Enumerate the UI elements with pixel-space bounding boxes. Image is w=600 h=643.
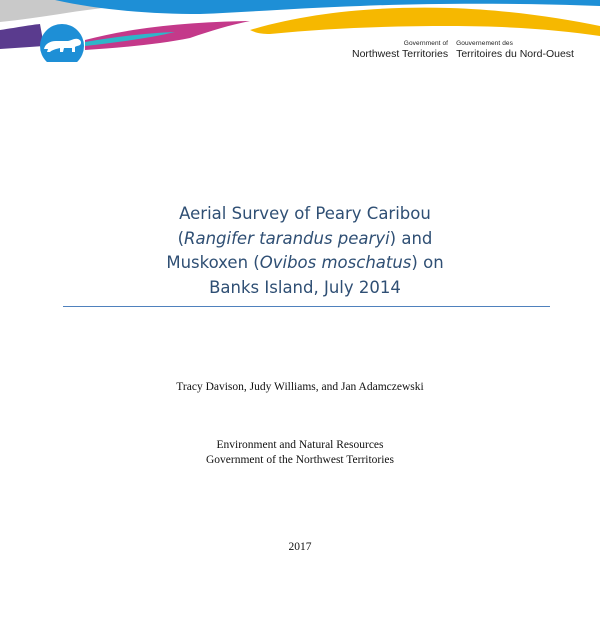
gnwt-wordmark-french: [456, 40, 574, 60]
caribou-species-name: Rangifer tarandus pearyi: [184, 228, 390, 248]
banner-blue-swoosh: [55, 0, 600, 14]
title-line-2: [60, 227, 550, 252]
title-line-1: Aerial Survey of Peary Caribou: [179, 204, 431, 223]
organization-department: Environment and Natural Resources: [216, 439, 384, 451]
gov-fr-name: Territoires du Nord-Ouest: [456, 48, 574, 60]
gov-fr-small: Gouvernement des: [456, 40, 513, 47]
gnwt-wordmark-english: [352, 40, 448, 60]
report-title: [60, 202, 550, 300]
gnwt-wordmark: [352, 40, 574, 60]
title-line-3-end: ) on: [411, 253, 444, 272]
organization: [0, 438, 600, 467]
organization-government: Government of the Northwest Territories: [205, 453, 395, 466]
title-line-3-start: Muskoxen (: [166, 253, 260, 272]
title-paren-open: (: [177, 228, 185, 248]
muskox-species-name: Ovibos moschatus: [259, 253, 412, 272]
title-divider: [63, 306, 550, 307]
gov-en-small: Government of: [403, 40, 449, 47]
title-line-3: [60, 251, 550, 276]
banner-purple-swoosh: [0, 24, 44, 49]
title-line-2-end: ) and: [389, 228, 433, 248]
banner-magenta-swoosh: [85, 21, 250, 50]
authors: Tracy Davison, Judy Williams, and Jan Adamczewski: [176, 381, 424, 393]
gov-en-name: Northwest Territories: [352, 48, 449, 60]
banner-yellow-swoosh: [250, 8, 600, 36]
title-line-4: Banks Island, July 2014: [209, 277, 401, 297]
publication-year: 2017: [288, 541, 312, 553]
